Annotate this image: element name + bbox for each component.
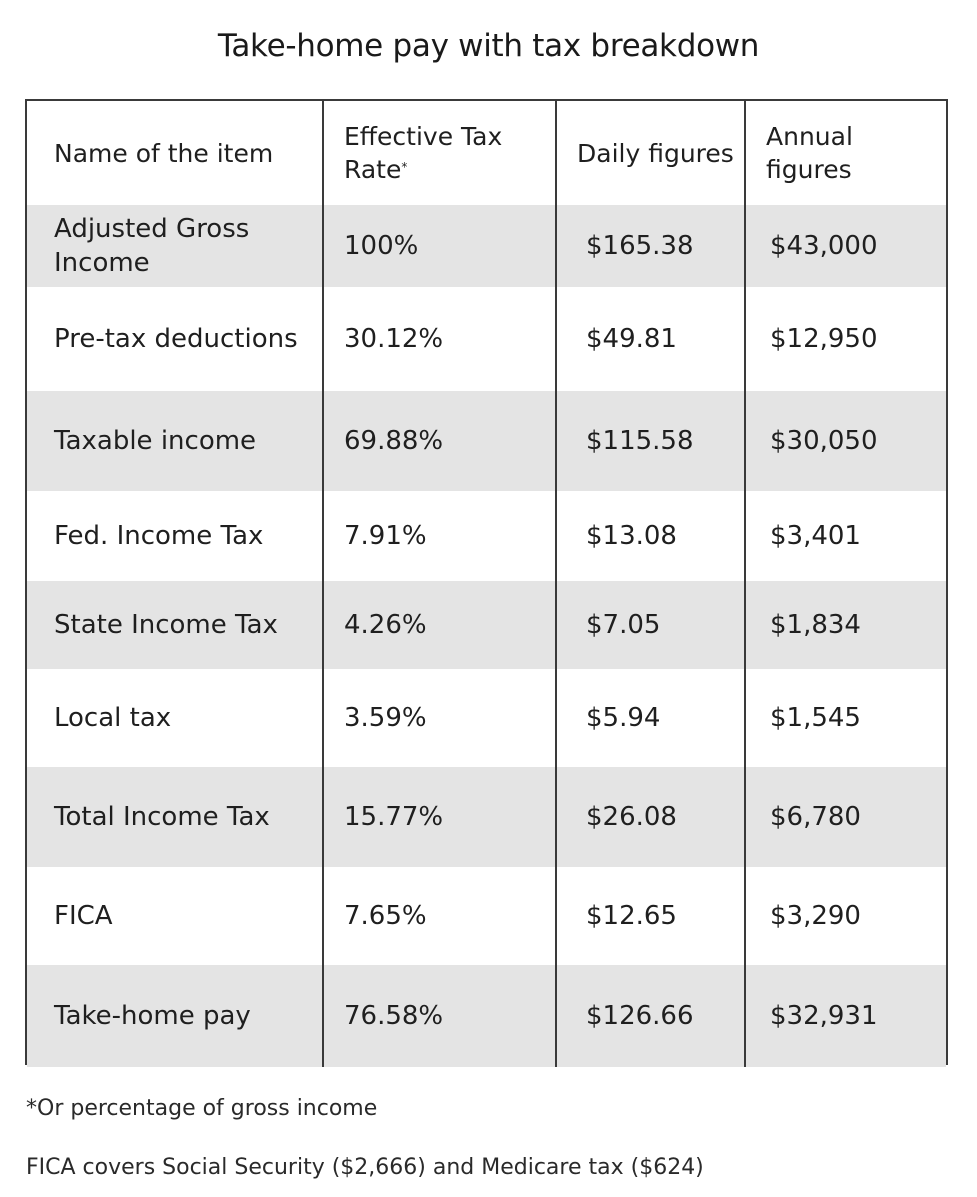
row-item-name: Fed. Income Tax <box>54 521 264 551</box>
row-effective-rate: 7.91% <box>323 491 556 581</box>
table-row <box>27 205 946 287</box>
column-header-label: Annual figures <box>766 122 853 184</box>
footnote-marker: * <box>401 160 408 174</box>
row-item-name: Take-home pay <box>27 965 323 1067</box>
footnote-rate: *Or percentage of gross income <box>26 1096 378 1121</box>
row-daily-figure: $49.81 <box>556 287 745 391</box>
row-effective-rate: 76.58% <box>323 965 556 1067</box>
table-row <box>27 867 946 965</box>
column-header-annual <box>745 101 946 205</box>
column-header-label: Effective Tax Rate <box>344 122 503 184</box>
header-row <box>27 101 946 205</box>
row-item-name: Taxable income <box>27 391 323 491</box>
row-daily-figure: $165.38 <box>556 205 745 287</box>
row-effective-rate: 7.65% <box>323 867 556 965</box>
tax-breakdown-table-container <box>25 99 948 1065</box>
column-header-label: Daily figures <box>577 138 734 168</box>
table-row <box>27 287 946 391</box>
row-item-name: Local tax <box>54 703 172 733</box>
row-item-name: Adjusted Gross Income <box>27 205 323 287</box>
row-item-name: FICA <box>54 901 113 931</box>
row-effective-rate: 69.88% <box>323 391 556 491</box>
table-row <box>27 965 946 1067</box>
row-annual-figure: $6,780 <box>745 767 946 867</box>
table-row <box>27 581 946 669</box>
row-daily-figure: $7.05 <box>556 581 745 669</box>
table-row <box>27 391 946 491</box>
row-item-name: State Income Tax <box>27 581 323 669</box>
row-item-name: Pre-tax deductions <box>54 324 298 354</box>
column-header-item <box>27 101 323 205</box>
row-effective-rate: 15.77% <box>323 767 556 867</box>
row-annual-figure: $12,950 <box>745 287 946 391</box>
column-header-daily <box>556 101 745 205</box>
row-effective-rate: 30.12% <box>323 287 556 391</box>
row-daily-figure: $13.08 <box>556 491 745 581</box>
tax-breakdown-table <box>27 101 946 1067</box>
row-effective-rate: 4.26% <box>323 581 556 669</box>
row-daily-figure: $115.58 <box>556 391 745 491</box>
row-annual-figure: $43,000 <box>745 205 946 287</box>
row-daily-figure: $126.66 <box>556 965 745 1067</box>
row-annual-figure: $3,401 <box>745 491 946 581</box>
row-effective-rate: 100% <box>323 205 556 287</box>
column-header-rate <box>323 101 556 205</box>
row-annual-figure: $1,545 <box>745 669 946 767</box>
row-daily-figure: $12.65 <box>556 867 745 965</box>
footnote-fica: FICA covers Social Security ($2,666) and Medicare tax ($624) <box>26 1155 704 1180</box>
row-effective-rate: 3.59% <box>323 669 556 767</box>
row-item-name: Total Income Tax <box>27 767 323 867</box>
row-annual-figure: $1,834 <box>745 581 946 669</box>
chart-title: Take-home pay with tax breakdown <box>217 28 760 64</box>
row-annual-figure: $32,931 <box>745 965 946 1067</box>
row-annual-figure: $3,290 <box>745 867 946 965</box>
column-header-label: Name of the item <box>54 138 274 168</box>
row-daily-figure: $5.94 <box>556 669 745 767</box>
row-annual-figure: $30,050 <box>745 391 946 491</box>
table-row <box>27 669 946 767</box>
table-row <box>27 767 946 867</box>
table-row <box>27 491 946 581</box>
table-body <box>27 205 946 1067</box>
row-daily-figure: $26.08 <box>556 767 745 867</box>
